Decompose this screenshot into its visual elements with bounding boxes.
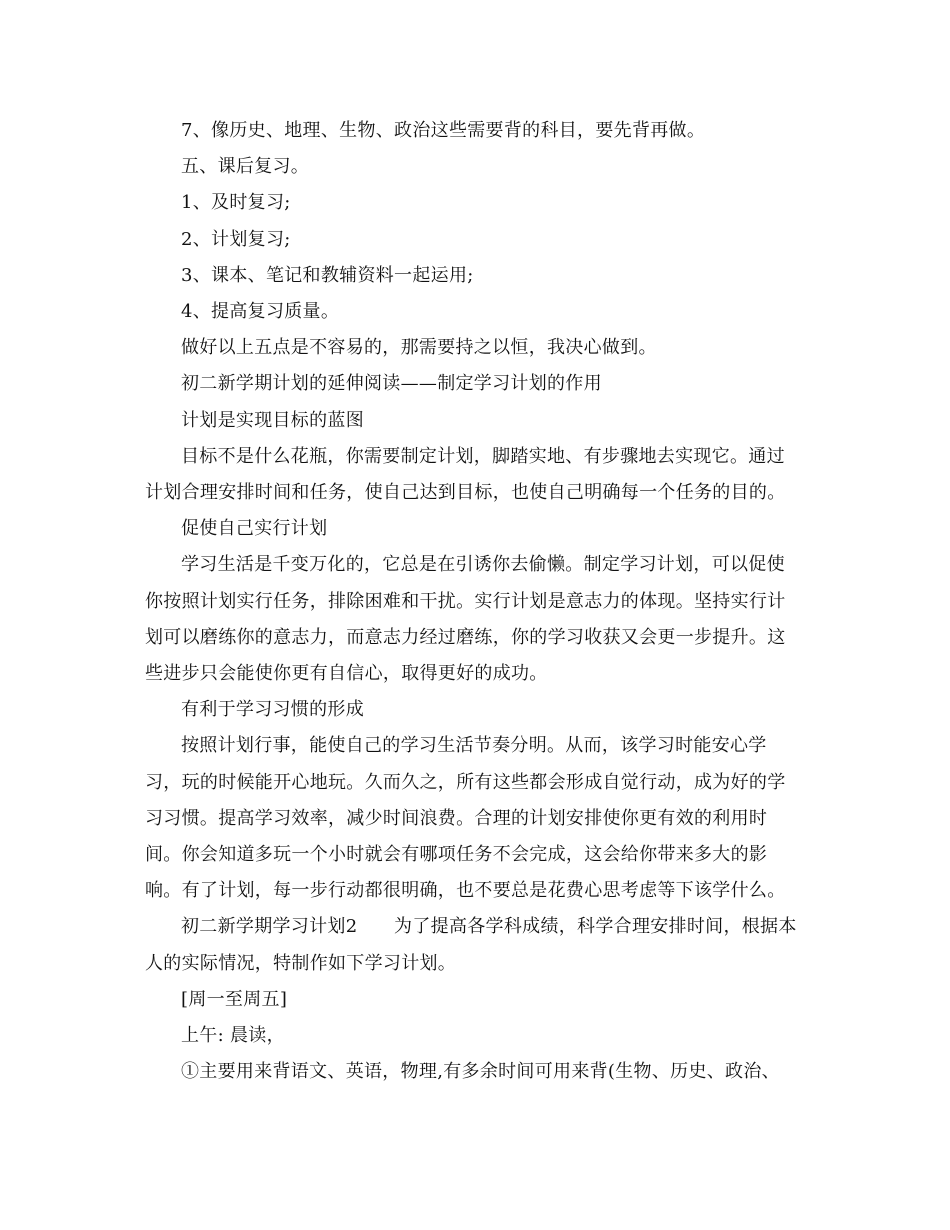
- subheading-blueprint: 计划是实现目标的蓝图: [181, 409, 364, 431]
- document-body: [145, 113, 800, 1090]
- paragraph-plan-2-intro: 初二新学期学习计划2 为了提高各学科成绩，科学合理安排时间，根据本人的实际情况，特制作如下学习计划。: [145, 916, 797, 974]
- extended-reading-title: 初二新学期计划的延伸阅读——制定学习计划的作用: [181, 373, 602, 395]
- morning-item-1: ①主要用来背语文、英语，物理,有多余时间可用来背(生物、历史、政治、: [181, 1061, 780, 1083]
- paragraph-resolution: 做好以上五点是不容易的，那需要持之以恒，我决心做到。: [181, 337, 657, 359]
- list-item-1: 1、及时复习;: [181, 192, 291, 214]
- paragraph-execute-plan: 学习生活是千变万化的，它总是在引诱你去偷懒。制定学习计划，可以促使你按照计划实行任务，排除困难和干扰。实行计划是意志力的体现。坚持实行计划可以磨练你的意志力，而意志力经过磨练，你的学习收获又会更一步提升。这些进步只会能使你更有自信心，取得更好的成功。: [145, 554, 786, 685]
- paragraph-habit: 按照计划行事，能使自己的学习生活节奏分明。从而，该学习时能安心学习，玩的时候能开心地玩。久而久之，所有这些都会形成自觉行动，成为好的学习习惯。提高学习效率，减少时间浪费。合理的计划安排使你更有效的利用时间。你会知道多玩一个小时就会有哪项任务不会完成，这会给你带来多大的影响。有了计划，每一步行动都很明确，也不要总是花费心思考虑等下该学什么。: [145, 735, 786, 902]
- subheading-execute-plan: 促使自己实行计划: [181, 518, 328, 540]
- list-item-4: 4、提高复习质量。: [181, 301, 340, 323]
- weekday-heading: [周一至周五]: [181, 988, 288, 1010]
- list-item-2: 2、计划复习;: [181, 228, 291, 250]
- list-item-3: 3、课本、笔记和教辅资料一起运用;: [181, 264, 474, 286]
- morning-label: 上午: 晨读，: [181, 1025, 285, 1047]
- paragraph-item-7: 7、像历史、地理、生物、政治这些需要背的科目，要先背再做。: [181, 120, 706, 141]
- paragraph-blueprint: 目标不是什么花瓶，你需要制定计划，脚踏实地、有步骤地去实现它。通过计划合理安排时间和任务，使自己达到目标，也使自己明确每一个任务的目的。: [145, 445, 786, 504]
- subheading-habit: 有利于学习习惯的形成: [181, 699, 364, 721]
- section-heading-review: 五、课后复习。: [181, 156, 310, 178]
